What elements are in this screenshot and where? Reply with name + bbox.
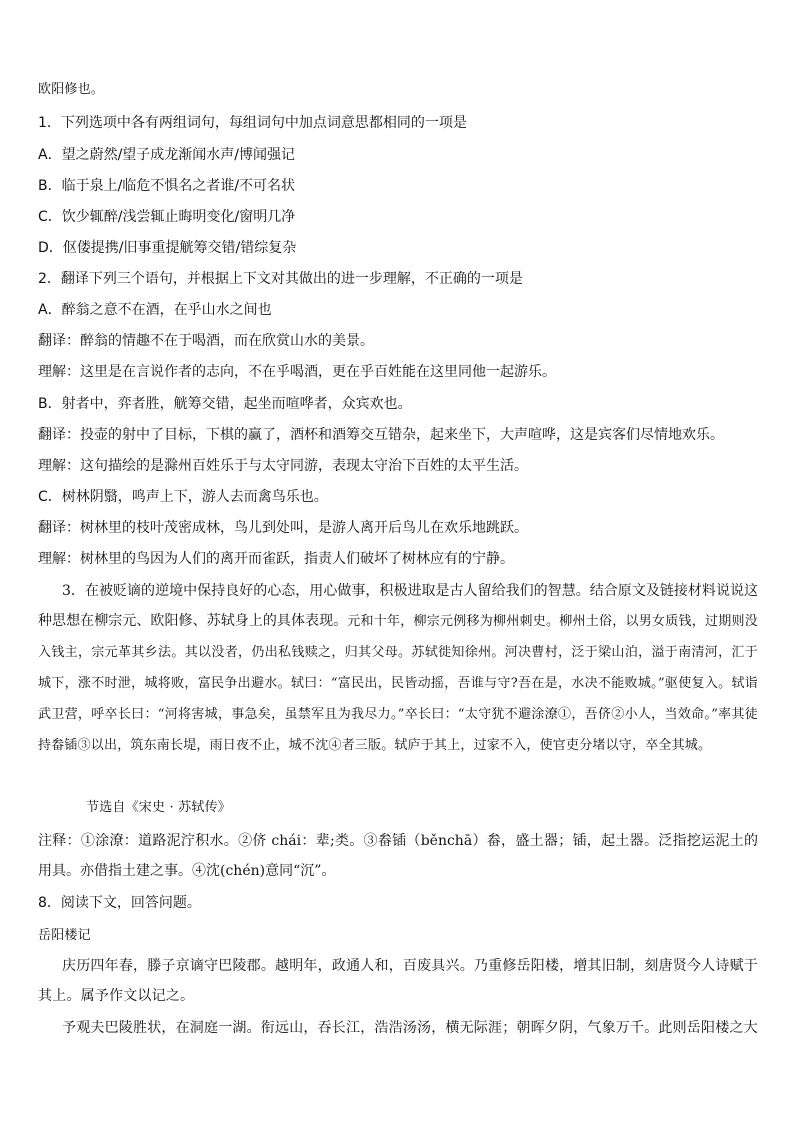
question-3-prompt: 3．在被贬谪的逆境中保持良好的心态，用心做事，积极进取是古人留给我们的智慧。结合原文及链接材料说说这种思想在柳宗元、欧阳修、苏轼身上的具体表现。 xyxy=(38,583,758,629)
question-8: 8．阅读下文，回答问题。 xyxy=(38,895,201,911)
question-1-option-c: C．饮少辄醉/浅尝辄止晦明变化/窗明几净 xyxy=(38,209,296,225)
question-1: 1．下列选项中各有两组词句，每组词句中加点词意思都相同的一项是 xyxy=(38,115,467,131)
passage-paragraph-2-text: 予观夫巴陵胜状，在洞庭一湖。衔远山，吞长江，浩浩汤汤，横无际涯；朝晖夕阴，气象万千。此则岳阳楼之大 xyxy=(62,1020,758,1036)
passage-paragraph-1-text: 庆历四年春，滕子京谪守巴陵郡。越明年，政通人和，百废具兴。乃重修岳阳楼，增其旧制，刻唐贤今人诗赋于其上。属予作文以记之。 xyxy=(38,958,758,1004)
question-2-option-c: C．树林阴翳，鸣声上下，游人去而禽鸟乐也。 xyxy=(38,489,328,505)
question-2-option-a: A．醉翁之意不在酒，在乎山水之间也 xyxy=(38,302,272,318)
question-2-option-c-translation: 翻译：树林里的枝叶茂密成林，鸟儿到处叫，是游人离开后鸟儿在欢乐地跳跃。 xyxy=(38,520,528,536)
question-2-option-a-understanding: 理解：这里是在言说作者的志向，不在乎喝酒，更在乎百姓能在这里同他一起游乐。 xyxy=(38,364,556,380)
question-1-option-b: B．临于泉上/临危不惧名之者谁/不可名状 xyxy=(38,178,296,194)
passage-title: 岳阳楼记 xyxy=(38,928,91,943)
question-2-option-c-understanding: 理解：树林里的鸟因为人们的离开而雀跃，指责人们破坏了树林应有的宁静。 xyxy=(38,551,514,567)
question-3-block xyxy=(38,576,758,761)
question-1-option-d: D．伛偻提携/旧事重提觥筹交错/错综复杂 xyxy=(38,240,297,256)
question-3-passage: 元和十年，柳宗元例移为柳州刺史。柳州土俗，以男女质钱，过期则没入钱主，宗元革其乡法。其以没者，仍出私钱赎之，归其父母。苏轼徙知徐州。河决曹村，泛于梁山泊，溢于南清河，汇于城下，涨不时泄，城将败，富民争出避水。轼曰：“富民出，民皆动摇，吾谁与守?吾在是，水决不能败城。”驱使复入。轼诣武卫营，呼卒长曰：“河将害城，事急矣，虽禁军且为我尽力。”卒长曰：“太守犹不避涂潦①，吾侪②小人，当效命。”率其徒持畚锸③以出，筑东南长堤，雨日夜不止，城不沈④者三版。轼庐于其上，过家不入，使官吏分堵以守，卒全其城。 xyxy=(38,614,759,753)
passage-paragraph-2 xyxy=(38,1013,758,1043)
question-2-option-b-translation: 翻译：投壶的射中了目标，下棋的赢了，酒杯和酒筹交互错杂，起来坐下，大声喧哗，这是宾客们尽情地欢乐。 xyxy=(38,427,724,443)
question-2-option-b-understanding: 理解：这句描绘的是滁州百姓乐于与太守同游，表现太守治下百姓的太平生活。 xyxy=(38,458,528,474)
question-1-option-a: A．望之蔚然/望子成龙渐闻水声/博闻强记 xyxy=(38,147,296,163)
question-2-option-a-translation: 翻译：醉翁的情趣不在于喝酒，而在欣赏山水的美景。 xyxy=(38,333,374,349)
question-2-option-b: B．射者中，弈者胜，觥筹交错，起坐而喧哗者，众宾欢也。 xyxy=(38,396,412,412)
question-3-notes: 注释：①涂潦：道路泥泞积水。②侪 chái：辈;类。③畚锸（běnchā）畚，盛土器；锸，起土器。泛指挖运泥土的用具。亦借指土建之事。④沈(chén)意同“沉”。 xyxy=(38,833,758,879)
question-3-source: 节选自《宋史 · 苏轼传》 xyxy=(86,800,231,815)
passage-paragraph-1 xyxy=(38,951,758,1011)
question-2: 2．翻译下列三个语句，并根据上下文对其做出的进一步理解，不正确的一项是 xyxy=(38,271,523,287)
text-line-intro: 欧阳修也。 xyxy=(38,82,105,97)
